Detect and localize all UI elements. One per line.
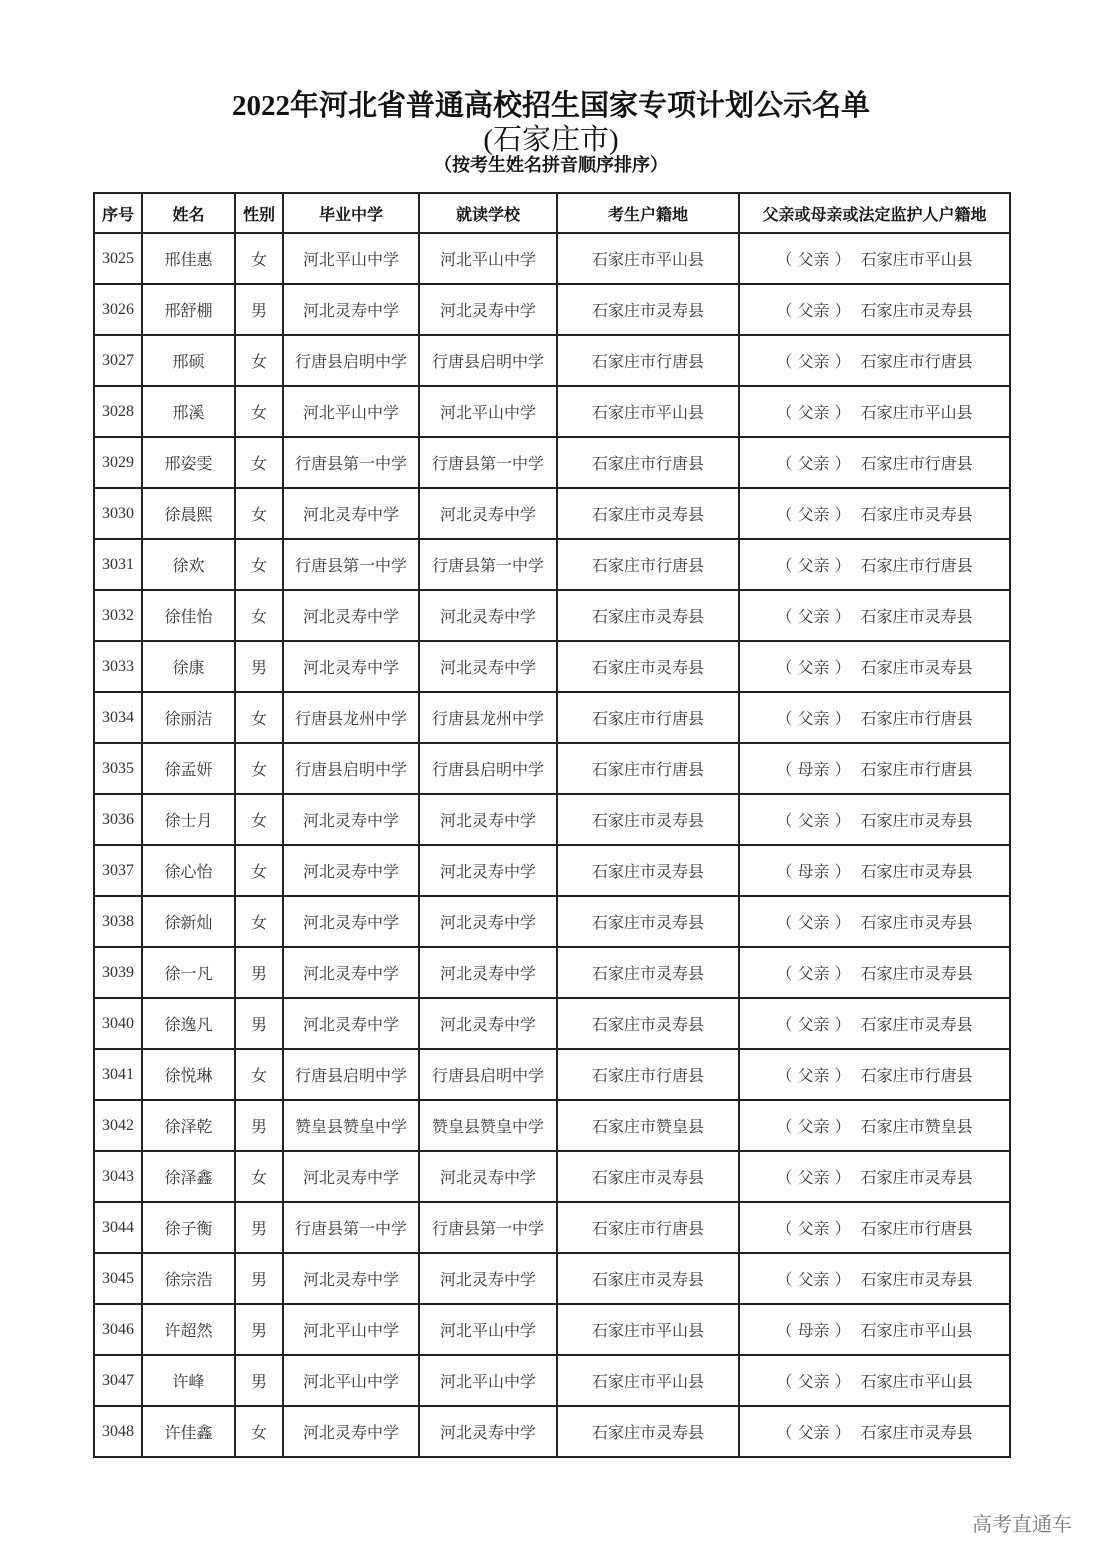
cell-no: 3033 <box>94 641 142 692</box>
cell-grad-school: 行唐县启明中学 <box>283 335 419 386</box>
cell-no: 3029 <box>94 437 142 488</box>
cell-current-school: 行唐县第一中学 <box>419 539 557 590</box>
guardian-residence: 石家庄市灵寿县 <box>860 1168 973 1187</box>
cell-guardian <box>739 1304 1010 1355</box>
cell-current-school: 河北灵寿中学 <box>419 1151 557 1202</box>
cell-current-school: 行唐县第一中学 <box>419 1202 557 1253</box>
cell-no: 3038 <box>94 896 142 947</box>
cell-grad-school: 河北灵寿中学 <box>283 998 419 1049</box>
cell-current-school: 河北灵寿中学 <box>419 1253 557 1304</box>
cell-name: 许佳鑫 <box>142 1406 235 1457</box>
guardian-relation: （ 父亲 ） <box>776 811 851 830</box>
cell-no: 3043 <box>94 1151 142 1202</box>
cell-name: 徐佳怡 <box>142 590 235 641</box>
cell-gender: 女 <box>235 488 283 539</box>
cell-gender: 女 <box>235 896 283 947</box>
table-row <box>94 1355 1010 1406</box>
guardian-relation: （ 母亲 ） <box>776 862 851 881</box>
cell-name: 徐欢 <box>142 539 235 590</box>
table-row <box>94 1406 1010 1457</box>
cell-gender: 女 <box>235 1406 283 1457</box>
guardian-residence: 石家庄市行唐县 <box>860 1219 973 1238</box>
cell-grad-school: 河北灵寿中学 <box>283 1406 419 1457</box>
cell-guardian <box>739 692 1010 743</box>
cell-current-school: 河北灵寿中学 <box>419 998 557 1049</box>
cell-name: 徐晨熙 <box>142 488 235 539</box>
cell-residence: 石家庄市平山县 <box>557 386 739 437</box>
guardian-relation: （ 父亲 ） <box>776 505 851 524</box>
cell-grad-school: 河北灵寿中学 <box>283 590 419 641</box>
cell-gender: 男 <box>235 1100 283 1151</box>
guardian-residence: 石家庄市行唐县 <box>860 556 973 575</box>
cell-no: 3044 <box>94 1202 142 1253</box>
cell-name: 徐士月 <box>142 794 235 845</box>
cell-residence: 石家庄市灵寿县 <box>557 1406 739 1457</box>
cell-guardian <box>739 743 1010 794</box>
cell-name: 徐泽乾 <box>142 1100 235 1151</box>
table-row <box>94 1304 1010 1355</box>
cell-current-school: 行唐县第一中学 <box>419 437 557 488</box>
guardian-relation: （ 父亲 ） <box>776 607 851 626</box>
cell-no: 3048 <box>94 1406 142 1457</box>
cell-grad-school: 河北灵寿中学 <box>283 1151 419 1202</box>
cell-current-school: 河北平山中学 <box>419 386 557 437</box>
cell-grad-school: 行唐县启明中学 <box>283 743 419 794</box>
cell-guardian <box>739 947 1010 998</box>
cell-gender: 女 <box>235 845 283 896</box>
cell-name: 徐孟妍 <box>142 743 235 794</box>
cell-current-school: 赞皇县赞皇中学 <box>419 1100 557 1151</box>
guardian-relation: （ 父亲 ） <box>776 1168 851 1187</box>
cell-grad-school: 河北灵寿中学 <box>283 947 419 998</box>
header-gender: 性别 <box>235 193 283 233</box>
guardian-residence: 石家庄市灵寿县 <box>860 301 973 320</box>
cell-residence: 石家庄市灵寿县 <box>557 845 739 896</box>
guardian-residence: 石家庄市平山县 <box>860 403 973 422</box>
table-row <box>94 386 1010 437</box>
guardian-residence: 石家庄市灵寿县 <box>860 811 973 830</box>
cell-residence: 石家庄市灵寿县 <box>557 998 739 1049</box>
cell-residence: 石家庄市灵寿县 <box>557 1253 739 1304</box>
guardian-relation: （ 父亲 ） <box>776 964 851 983</box>
cell-guardian <box>739 1355 1010 1406</box>
guardian-relation: （ 父亲 ） <box>776 1066 851 1085</box>
cell-gender: 女 <box>235 1151 283 1202</box>
cell-no: 3032 <box>94 590 142 641</box>
cell-grad-school: 河北平山中学 <box>283 233 419 284</box>
guardian-residence: 石家庄市平山县 <box>860 1321 973 1340</box>
table-row <box>94 1049 1010 1100</box>
guardian-residence: 石家庄市平山县 <box>860 1372 973 1391</box>
cell-guardian <box>739 539 1010 590</box>
cell-name: 徐丽洁 <box>142 692 235 743</box>
header-name: 姓名 <box>142 193 235 233</box>
cell-no: 3046 <box>94 1304 142 1355</box>
document-subtitle: (石家庄市) <box>483 124 619 156</box>
table-header-row <box>94 193 1010 233</box>
cell-grad-school: 河北灵寿中学 <box>283 794 419 845</box>
guardian-relation: （ 父亲 ） <box>776 658 851 677</box>
cell-no: 3047 <box>94 1355 142 1406</box>
cell-no: 3030 <box>94 488 142 539</box>
cell-grad-school: 河北平山中学 <box>283 386 419 437</box>
cell-no: 3045 <box>94 1253 142 1304</box>
cell-guardian <box>739 1253 1010 1304</box>
guardian-relation: （ 父亲 ） <box>776 1270 851 1289</box>
cell-gender: 男 <box>235 998 283 1049</box>
cell-no: 3041 <box>94 1049 142 1100</box>
header-current-school: 就读学校 <box>419 193 557 233</box>
header-no: 序号 <box>94 193 142 233</box>
cell-residence: 石家庄市行唐县 <box>557 692 739 743</box>
cell-name: 徐悦琳 <box>142 1049 235 1100</box>
cell-grad-school: 河北灵寿中学 <box>283 488 419 539</box>
cell-grad-school: 行唐县龙州中学 <box>283 692 419 743</box>
cell-residence: 石家庄市赞皇县 <box>557 1100 739 1151</box>
cell-residence: 石家庄市平山县 <box>557 1355 739 1406</box>
cell-residence: 石家庄市灵寿县 <box>557 284 739 335</box>
guardian-residence: 石家庄市灵寿县 <box>860 607 973 626</box>
cell-guardian <box>739 1202 1010 1253</box>
roster-table <box>93 192 1011 1458</box>
header-guardian-residence: 父亲或母亲或法定监护人户籍地 <box>739 193 1010 233</box>
cell-name: 邢姿雯 <box>142 437 235 488</box>
cell-name: 徐一凡 <box>142 947 235 998</box>
cell-no: 3037 <box>94 845 142 896</box>
cell-name: 邢溪 <box>142 386 235 437</box>
cell-guardian <box>739 488 1010 539</box>
cell-grad-school: 河北灵寿中学 <box>283 1253 419 1304</box>
cell-current-school: 河北灵寿中学 <box>419 947 557 998</box>
cell-gender: 男 <box>235 284 283 335</box>
guardian-residence: 石家庄市灵寿县 <box>860 964 973 983</box>
guardian-residence: 石家庄市灵寿县 <box>860 658 973 677</box>
cell-grad-school: 行唐县第一中学 <box>283 437 419 488</box>
cell-gender: 男 <box>235 1355 283 1406</box>
cell-gender: 女 <box>235 794 283 845</box>
cell-current-school: 河北平山中学 <box>419 1355 557 1406</box>
cell-grad-school: 河北平山中学 <box>283 1304 419 1355</box>
cell-no: 3025 <box>94 233 142 284</box>
cell-name: 许峰 <box>142 1355 235 1406</box>
cell-grad-school: 河北平山中学 <box>283 1355 419 1406</box>
guardian-residence: 石家庄市平山县 <box>860 250 973 269</box>
cell-name: 徐心怡 <box>142 845 235 896</box>
cell-residence: 石家庄市行唐县 <box>557 539 739 590</box>
cell-name: 徐子衡 <box>142 1202 235 1253</box>
cell-gender: 男 <box>235 1202 283 1253</box>
cell-name: 徐康 <box>142 641 235 692</box>
cell-guardian <box>739 1151 1010 1202</box>
cell-current-school: 行唐县启明中学 <box>419 335 557 386</box>
cell-grad-school: 行唐县第一中学 <box>283 1202 419 1253</box>
cell-gender: 女 <box>235 335 283 386</box>
cell-current-school: 河北平山中学 <box>419 1304 557 1355</box>
guardian-residence: 石家庄市行唐县 <box>860 1066 973 1085</box>
cell-residence: 石家庄市行唐县 <box>557 335 739 386</box>
cell-guardian <box>739 233 1010 284</box>
cell-name: 徐泽鑫 <box>142 1151 235 1202</box>
guardian-relation: （ 父亲 ） <box>776 913 851 932</box>
table-row <box>94 233 1010 284</box>
cell-no: 3026 <box>94 284 142 335</box>
cell-current-school: 河北灵寿中学 <box>419 896 557 947</box>
guardian-relation: （ 母亲 ） <box>776 760 851 779</box>
cell-name: 邢硕 <box>142 335 235 386</box>
table-row <box>94 692 1010 743</box>
watermark: 高考直通车 <box>972 1512 1072 1536</box>
sort-note: （按考生姓名拼音顺序排序） <box>434 155 668 176</box>
cell-grad-school: 赞皇县赞皇中学 <box>283 1100 419 1151</box>
cell-grad-school: 行唐县启明中学 <box>283 1049 419 1100</box>
cell-name: 徐宗浩 <box>142 1253 235 1304</box>
cell-no: 3039 <box>94 947 142 998</box>
cell-gender: 女 <box>235 692 283 743</box>
cell-name: 徐逸凡 <box>142 998 235 1049</box>
cell-guardian <box>739 1100 1010 1151</box>
cell-no: 3040 <box>94 998 142 1049</box>
guardian-relation: （ 父亲 ） <box>776 454 851 473</box>
guardian-relation: （ 父亲 ） <box>776 301 851 320</box>
cell-residence: 石家庄市灵寿县 <box>557 1151 739 1202</box>
cell-guardian <box>739 284 1010 335</box>
guardian-relation: （ 父亲 ） <box>776 1117 851 1136</box>
table-row <box>94 437 1010 488</box>
document-title: 2022年河北省普通高校招生国家专项计划公示名单 <box>231 90 870 122</box>
cell-guardian <box>739 386 1010 437</box>
table-row <box>94 794 1010 845</box>
cell-current-school: 河北灵寿中学 <box>419 284 557 335</box>
cell-grad-school: 河北灵寿中学 <box>283 284 419 335</box>
cell-residence: 石家庄市行唐县 <box>557 1202 739 1253</box>
guardian-residence: 石家庄市灵寿县 <box>860 1015 973 1034</box>
cell-name: 邢舒棚 <box>142 284 235 335</box>
cell-residence: 石家庄市灵寿县 <box>557 947 739 998</box>
table-row <box>94 1253 1010 1304</box>
cell-residence: 石家庄市行唐县 <box>557 743 739 794</box>
cell-no: 3036 <box>94 794 142 845</box>
cell-guardian <box>739 335 1010 386</box>
guardian-relation: （ 父亲 ） <box>776 1015 851 1034</box>
guardian-relation: （ 父亲 ） <box>776 1423 851 1442</box>
cell-no: 3034 <box>94 692 142 743</box>
cell-guardian <box>739 590 1010 641</box>
guardian-relation: （ 父亲 ） <box>776 250 851 269</box>
cell-guardian <box>739 845 1010 896</box>
guardian-relation: （ 父亲 ） <box>776 403 851 422</box>
cell-residence: 石家庄市行唐县 <box>557 437 739 488</box>
table-row <box>94 641 1010 692</box>
guardian-residence: 石家庄市行唐县 <box>860 760 973 779</box>
table-row <box>94 590 1010 641</box>
guardian-relation: （ 父亲 ） <box>776 1372 851 1391</box>
cell-gender: 女 <box>235 590 283 641</box>
cell-residence: 石家庄市灵寿县 <box>557 590 739 641</box>
cell-current-school: 河北灵寿中学 <box>419 1406 557 1457</box>
cell-current-school: 行唐县启明中学 <box>419 1049 557 1100</box>
cell-no: 3027 <box>94 335 142 386</box>
cell-guardian <box>739 437 1010 488</box>
cell-current-school: 河北灵寿中学 <box>419 488 557 539</box>
cell-current-school: 行唐县龙州中学 <box>419 692 557 743</box>
cell-grad-school: 行唐县第一中学 <box>283 539 419 590</box>
cell-gender: 男 <box>235 641 283 692</box>
table-row <box>94 335 1010 386</box>
cell-gender: 女 <box>235 1049 283 1100</box>
cell-no: 3028 <box>94 386 142 437</box>
cell-no: 3031 <box>94 539 142 590</box>
guardian-residence: 石家庄市灵寿县 <box>860 913 973 932</box>
cell-name: 邢佳惠 <box>142 233 235 284</box>
table-row <box>94 284 1010 335</box>
cell-guardian <box>739 1406 1010 1457</box>
cell-residence: 石家庄市平山县 <box>557 233 739 284</box>
table-row <box>94 947 1010 998</box>
cell-gender: 女 <box>235 539 283 590</box>
cell-residence: 石家庄市灵寿县 <box>557 896 739 947</box>
cell-residence: 石家庄市行唐县 <box>557 1049 739 1100</box>
guardian-relation: （ 父亲 ） <box>776 556 851 575</box>
cell-gender: 男 <box>235 1253 283 1304</box>
guardian-residence: 石家庄市灵寿县 <box>860 1270 973 1289</box>
guardian-residence: 石家庄市灵寿县 <box>860 862 973 881</box>
guardian-relation: （ 父亲 ） <box>776 709 851 728</box>
table-row <box>94 539 1010 590</box>
table-row <box>94 488 1010 539</box>
table-row <box>94 1202 1010 1253</box>
cell-gender: 女 <box>235 743 283 794</box>
guardian-residence: 石家庄市行唐县 <box>860 352 973 371</box>
cell-residence: 石家庄市平山县 <box>557 1304 739 1355</box>
guardian-residence: 石家庄市灵寿县 <box>860 505 973 524</box>
guardian-relation: （ 父亲 ） <box>776 352 851 371</box>
header-residence: 考生户籍地 <box>557 193 739 233</box>
cell-residence: 石家庄市灵寿县 <box>557 488 739 539</box>
table-row <box>94 845 1010 896</box>
cell-current-school: 行唐县启明中学 <box>419 743 557 794</box>
guardian-residence: 石家庄市行唐县 <box>860 454 973 473</box>
header-grad-school: 毕业中学 <box>283 193 419 233</box>
cell-no: 3042 <box>94 1100 142 1151</box>
cell-grad-school: 河北灵寿中学 <box>283 896 419 947</box>
table-body <box>94 233 1010 1457</box>
table-row <box>94 998 1010 1049</box>
cell-residence: 石家庄市灵寿县 <box>557 641 739 692</box>
guardian-relation: （ 母亲 ） <box>776 1321 851 1340</box>
cell-grad-school: 河北灵寿中学 <box>283 845 419 896</box>
table-row <box>94 1100 1010 1151</box>
cell-current-school: 河北平山中学 <box>419 233 557 284</box>
table-row <box>94 743 1010 794</box>
cell-gender: 女 <box>235 233 283 284</box>
cell-gender: 男 <box>235 947 283 998</box>
cell-current-school: 河北灵寿中学 <box>419 590 557 641</box>
cell-name: 许超然 <box>142 1304 235 1355</box>
cell-residence: 石家庄市灵寿县 <box>557 794 739 845</box>
cell-current-school: 河北灵寿中学 <box>419 845 557 896</box>
cell-gender: 女 <box>235 386 283 437</box>
guardian-residence: 石家庄市赞皇县 <box>860 1117 973 1136</box>
cell-gender: 女 <box>235 437 283 488</box>
guardian-relation: （ 父亲 ） <box>776 1219 851 1238</box>
cell-no: 3035 <box>94 743 142 794</box>
table-row <box>94 1151 1010 1202</box>
guardian-residence: 石家庄市灵寿县 <box>860 1423 973 1442</box>
cell-current-school: 河北灵寿中学 <box>419 794 557 845</box>
table-row <box>94 896 1010 947</box>
cell-guardian <box>739 1049 1010 1100</box>
cell-gender: 男 <box>235 1304 283 1355</box>
guardian-residence: 石家庄市行唐县 <box>860 709 973 728</box>
cell-guardian <box>739 998 1010 1049</box>
cell-guardian <box>739 794 1010 845</box>
cell-current-school: 河北灵寿中学 <box>419 641 557 692</box>
cell-grad-school: 河北灵寿中学 <box>283 641 419 692</box>
cell-guardian <box>739 896 1010 947</box>
cell-name: 徐新灿 <box>142 896 235 947</box>
cell-guardian <box>739 641 1010 692</box>
